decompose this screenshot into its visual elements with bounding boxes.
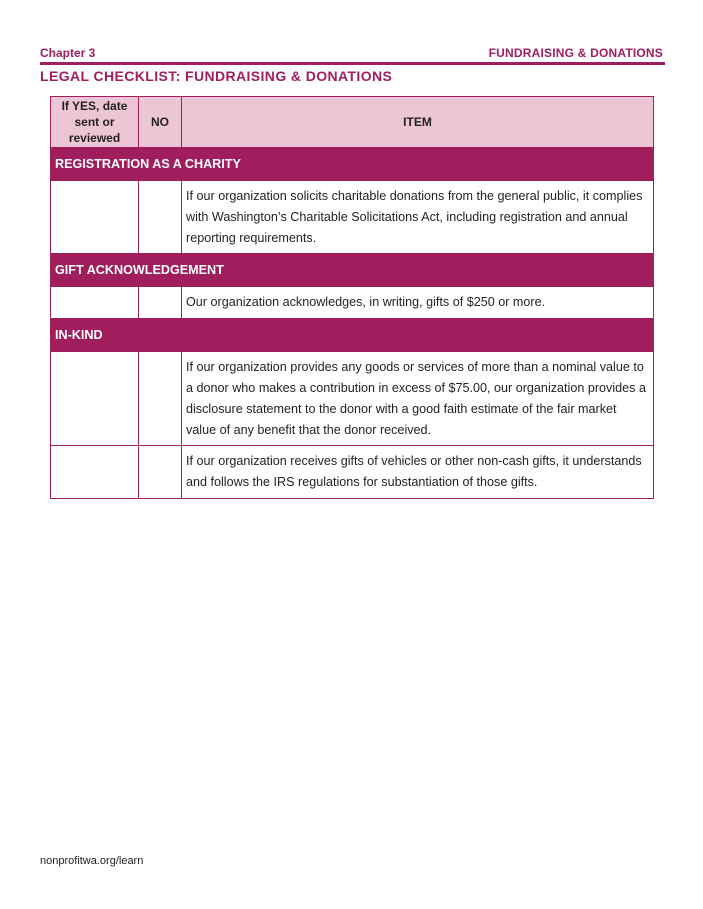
date-cell[interactable] [51, 181, 139, 254]
table-row [51, 446, 654, 499]
chapter-label: Chapter 3 [40, 46, 96, 60]
section-row-in-kind [51, 319, 654, 352]
item-cell: If our organization provides any goods or services of more than a nominal value to a donor who makes a contribution in excess of $75.00, our organization provides a disclosure statement to the donor with a good faith estimate of the fair market value of any benefit that the donor received. [182, 352, 654, 446]
item-cell: If our organization solicits charitable donations from the general public, it complies with Washington’s Charitable Solicitations Act, including registration and annual reporting requirements. [182, 181, 654, 254]
section-label: FUNDRAISING & DONATIONS [488, 46, 663, 60]
table-row [51, 287, 654, 319]
no-cell[interactable] [139, 287, 182, 319]
section-row-registration [51, 148, 654, 181]
no-cell[interactable] [139, 352, 182, 446]
section-title: REGISTRATION AS A CHARITY [51, 148, 654, 181]
no-cell[interactable] [139, 446, 182, 499]
table-row [51, 181, 654, 254]
column-header-no: NO [139, 97, 182, 148]
column-header-date: If YES, date sent or reviewed [51, 97, 139, 148]
item-cell: If our organization receives gifts of vehicles or other non-cash gifts, it understands and follows the IRS regulations for substantiation of those gifts. [182, 446, 654, 499]
column-header-item: ITEM [182, 97, 654, 148]
section-title: IN-KIND [51, 319, 654, 352]
page-header [40, 46, 665, 65]
footer-url: nonprofitwa.org/learn [40, 855, 144, 867]
table-row [51, 352, 654, 446]
date-cell[interactable] [51, 352, 139, 446]
item-cell: Our organization acknowledges, in writing, gifts of $250 or more. [182, 287, 654, 319]
legal-checklist-table [50, 96, 654, 499]
section-title: GIFT ACKNOWLEDGEMENT [51, 254, 654, 287]
no-cell[interactable] [139, 181, 182, 254]
section-row-gift-acknowledgement [51, 254, 654, 287]
date-cell[interactable] [51, 287, 139, 319]
table-header-row [51, 97, 654, 148]
page-title: LEGAL CHECKLIST: FUNDRAISING & DONATIONS [40, 68, 393, 84]
date-cell[interactable] [51, 446, 139, 499]
